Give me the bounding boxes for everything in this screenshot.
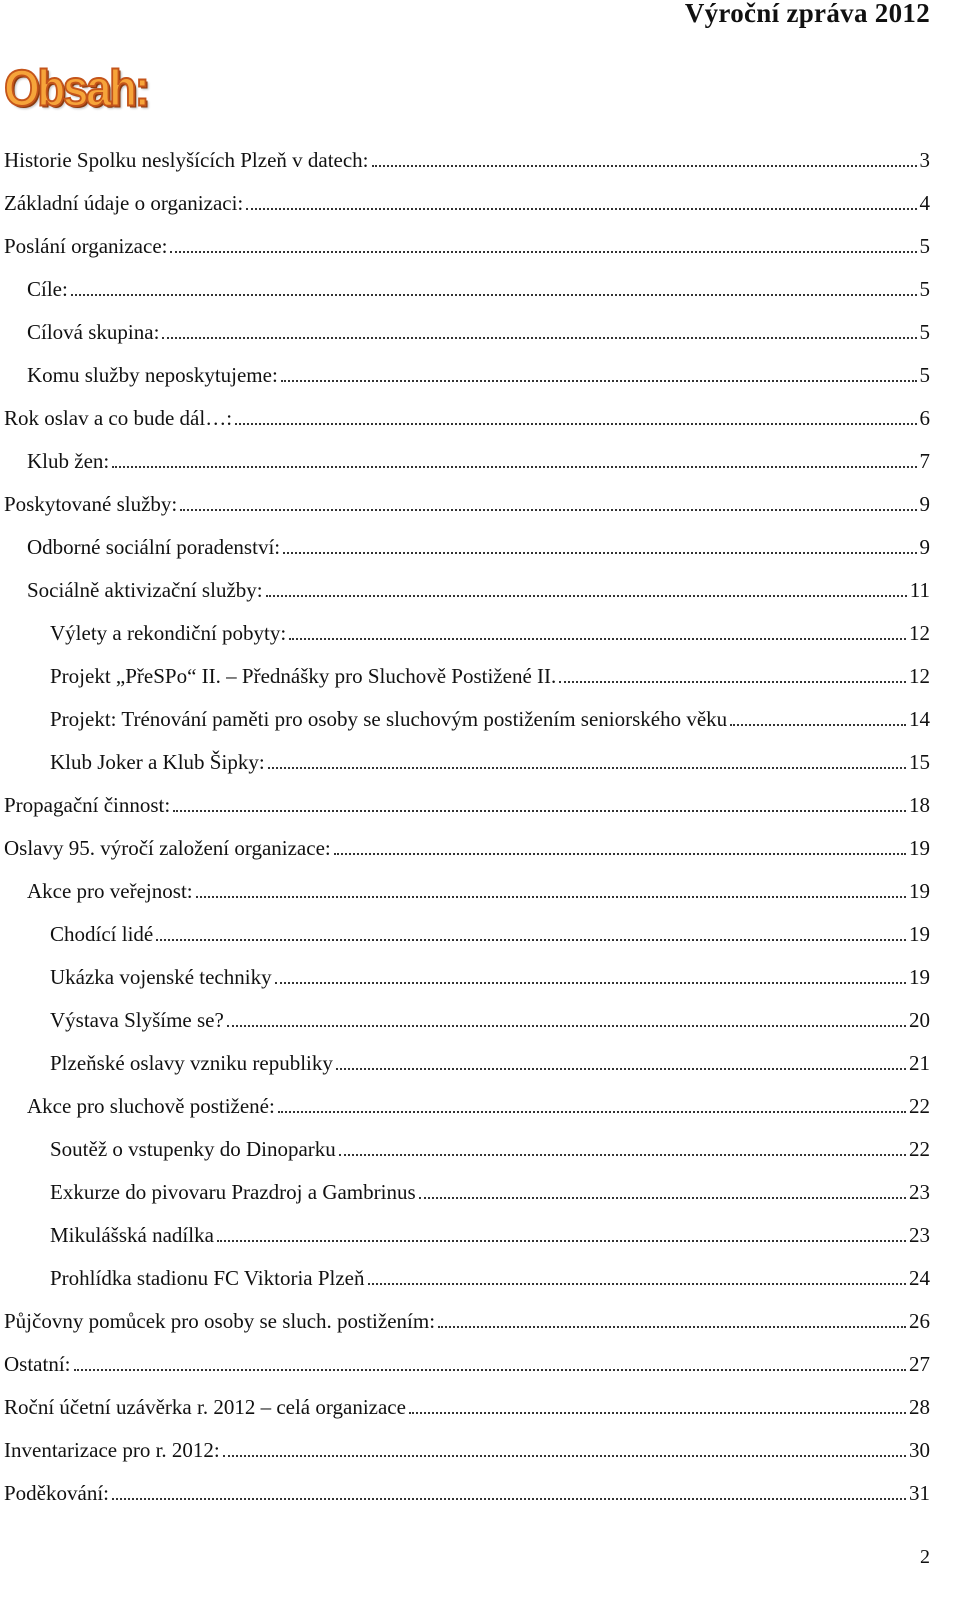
dot-leader: [730, 724, 906, 726]
toc-entry[interactable]: [4, 580, 930, 623]
toc-entry-page: 23: [909, 1223, 930, 1247]
toc-entry-title: Historie Spolku neslyšících Plzeň v datech:: [4, 148, 369, 172]
toc-entry-page: 31: [909, 1481, 930, 1505]
toc-entry-title: Cíle:: [27, 277, 68, 301]
toc-entry[interactable]: [4, 150, 930, 193]
toc-entry-page: 15: [909, 750, 930, 774]
toc-entry-page: 21: [909, 1051, 930, 1075]
dot-leader: [246, 208, 916, 210]
toc-entry-title: Rok oslav a co bude dál…:: [4, 406, 233, 430]
dot-leader: [74, 1369, 907, 1371]
toc-entry[interactable]: [4, 666, 930, 709]
toc-entry-title: Cílová skupina:: [27, 320, 160, 344]
toc-entry-title: Výlety a rekondiční pobyty:: [50, 621, 287, 645]
toc-entry[interactable]: [4, 1139, 930, 1182]
dot-leader: [266, 595, 907, 597]
toc-entry-title: Poskytované služby:: [4, 492, 178, 516]
toc-entry[interactable]: [4, 365, 930, 408]
dot-leader: [268, 767, 906, 769]
dot-leader: [170, 251, 916, 253]
dot-leader: [71, 294, 917, 296]
dot-leader: [112, 466, 916, 468]
dot-leader: [339, 1154, 906, 1156]
toc-entry-title: Akce pro sluchově postižené:: [27, 1094, 275, 1118]
dot-leader: [336, 1068, 906, 1070]
toc-entry-page: 9: [919, 492, 930, 516]
toc-entry-page: 5: [919, 234, 930, 258]
toc-entry[interactable]: [4, 451, 930, 494]
toc-entry-title: Základní údaje o organizaci:: [4, 191, 244, 215]
dot-leader: [289, 638, 906, 640]
dot-leader: [409, 1412, 906, 1414]
toc-entry-page: 7: [919, 449, 930, 473]
toc-entry-page: 3: [919, 148, 930, 172]
toc-entry-title: Chodící lidé: [50, 922, 154, 946]
dot-leader: [235, 423, 916, 425]
toc-entry-page: 30: [909, 1438, 930, 1462]
toc-entry[interactable]: [4, 1354, 930, 1397]
toc-entry-title: Poslání organizace:: [4, 234, 168, 258]
toc-entry-page: 5: [919, 320, 930, 344]
dot-leader: [156, 939, 906, 941]
toc-entry-page: 14: [909, 707, 930, 731]
toc-entry[interactable]: [4, 1440, 930, 1483]
toc-entry-page: 23: [909, 1180, 930, 1204]
toc-entry-page: 12: [909, 664, 930, 688]
toc-entry-page: 19: [909, 879, 930, 903]
toc-entry[interactable]: [4, 881, 930, 924]
toc-entry-title: Ukázka vojenské techniky: [50, 965, 272, 989]
toc-entry[interactable]: [4, 1483, 930, 1526]
toc-entry-page: 18: [909, 793, 930, 817]
toc-entry[interactable]: [4, 1182, 930, 1225]
toc-entry[interactable]: [4, 494, 930, 537]
toc-entry-title: Akce pro veřejnost:: [27, 879, 193, 903]
toc-entry-page: 19: [909, 922, 930, 946]
toc-entry[interactable]: [4, 236, 930, 279]
toc-entry[interactable]: [4, 967, 930, 1010]
toc-entry-title: Exkurze do pivovaru Prazdroj a Gambrinus: [50, 1180, 416, 1204]
toc-entry-page: 6: [919, 406, 930, 430]
dot-leader: [162, 337, 916, 339]
toc-entry-title: Půjčovny pomůcek pro osoby se sluch. postižením:: [4, 1309, 436, 1333]
toc-entry[interactable]: [4, 1010, 930, 1053]
toc-entry-page: 19: [909, 836, 930, 860]
dot-leader: [223, 1455, 906, 1457]
dot-leader: [334, 853, 906, 855]
toc-entry[interactable]: [4, 1397, 930, 1440]
toc-entry[interactable]: [4, 1096, 930, 1139]
dot-leader: [180, 509, 916, 511]
toc-entry-title: Ostatní:: [4, 1352, 71, 1376]
toc-entry[interactable]: [4, 709, 930, 752]
toc-entry[interactable]: [4, 838, 930, 881]
toc-entry[interactable]: [4, 193, 930, 236]
toc-entry-title: Klub Joker a Klub Šipky:: [50, 750, 265, 774]
toc-entry-title: Oslavy 95. výročí založení organizace:: [4, 836, 331, 860]
dot-leader: [559, 681, 906, 683]
dot-leader: [372, 165, 917, 167]
dot-leader: [196, 896, 906, 898]
dot-leader: [275, 982, 906, 984]
toc-entry-page: 22: [909, 1137, 930, 1161]
toc-entry-page: 27: [909, 1352, 930, 1376]
dot-leader: [173, 810, 906, 812]
dot-leader: [278, 1111, 906, 1113]
toc-entry-page: 4: [919, 191, 930, 215]
toc-entry-page: 9: [919, 535, 930, 559]
toc-entry-title: Prohlídka stadionu FC Viktoria Plzeň: [50, 1266, 365, 1290]
dot-leader: [368, 1283, 906, 1285]
toc-entry-title: Soutěž o vstupenky do Dinoparku: [50, 1137, 336, 1161]
dot-leader: [438, 1326, 906, 1328]
toc-entry-page: 22: [909, 1094, 930, 1118]
toc-entry[interactable]: [4, 322, 930, 365]
dot-leader: [283, 552, 916, 554]
toc-entry[interactable]: [4, 279, 930, 322]
toc-entry-title: Roční účetní uzávěrka r. 2012 – celá organizace: [4, 1395, 406, 1419]
dot-leader: [217, 1240, 906, 1242]
toc-entry-title: Klub žen:: [27, 449, 110, 473]
dot-leader: [281, 380, 917, 382]
dot-leader: [419, 1197, 906, 1199]
toc-entry-page: 5: [919, 363, 930, 387]
toc-entry-title: Projekt „PřeSPo“ II. – Přednášky pro Sluchově Postižené II.: [50, 664, 557, 688]
toc-entry[interactable]: [4, 537, 930, 580]
toc-heading: Obsah:: [4, 59, 148, 117]
toc-entry-title: Sociálně aktivizační služby:: [27, 578, 263, 602]
toc-entry-title: Propagační činnost:: [4, 793, 171, 817]
page-number: 2: [920, 1546, 930, 1568]
toc-entry[interactable]: [4, 1268, 930, 1311]
toc-entry[interactable]: [4, 1311, 930, 1354]
toc-entry-page: 5: [919, 277, 930, 301]
toc-entry-page: 28: [909, 1395, 930, 1419]
toc-entry[interactable]: [4, 623, 930, 666]
toc-entry-page: 24: [909, 1266, 930, 1290]
toc-entry[interactable]: [4, 795, 930, 838]
toc-entry[interactable]: [4, 924, 930, 967]
report-title: Výroční zpráva 2012: [684, 0, 930, 28]
toc-entry-title: Poděkování:: [4, 1481, 109, 1505]
toc-entry-page: 11: [909, 578, 930, 602]
toc-entry-page: 19: [909, 965, 930, 989]
toc-entry-title: Plzeňské oslavy vzniku republiky: [50, 1051, 333, 1075]
toc-entry[interactable]: [4, 1225, 930, 1268]
dot-leader: [227, 1025, 906, 1027]
toc-entry-page: 12: [909, 621, 930, 645]
table-of-contents: [4, 150, 930, 1526]
toc-entry[interactable]: [4, 408, 930, 451]
toc-entry[interactable]: [4, 1053, 930, 1096]
toc-entry-title: Projekt: Trénování paměti pro osoby se sluchovým postižením seniorského věku: [50, 707, 728, 731]
toc-entry-page: 20: [909, 1008, 930, 1032]
toc-entry-title: Výstava Slyšíme se?: [50, 1008, 224, 1032]
toc-entry-title: Odborné sociální poradenství:: [27, 535, 281, 559]
toc-entry-title: Mikulášská nadílka: [50, 1223, 214, 1247]
toc-entry-page: 26: [909, 1309, 930, 1333]
toc-entry-title: Inventarizace pro r. 2012:: [4, 1438, 220, 1462]
toc-entry[interactable]: [4, 752, 930, 795]
dot-leader: [112, 1498, 906, 1500]
toc-entry-title: Komu služby neposkytujeme:: [27, 363, 278, 387]
